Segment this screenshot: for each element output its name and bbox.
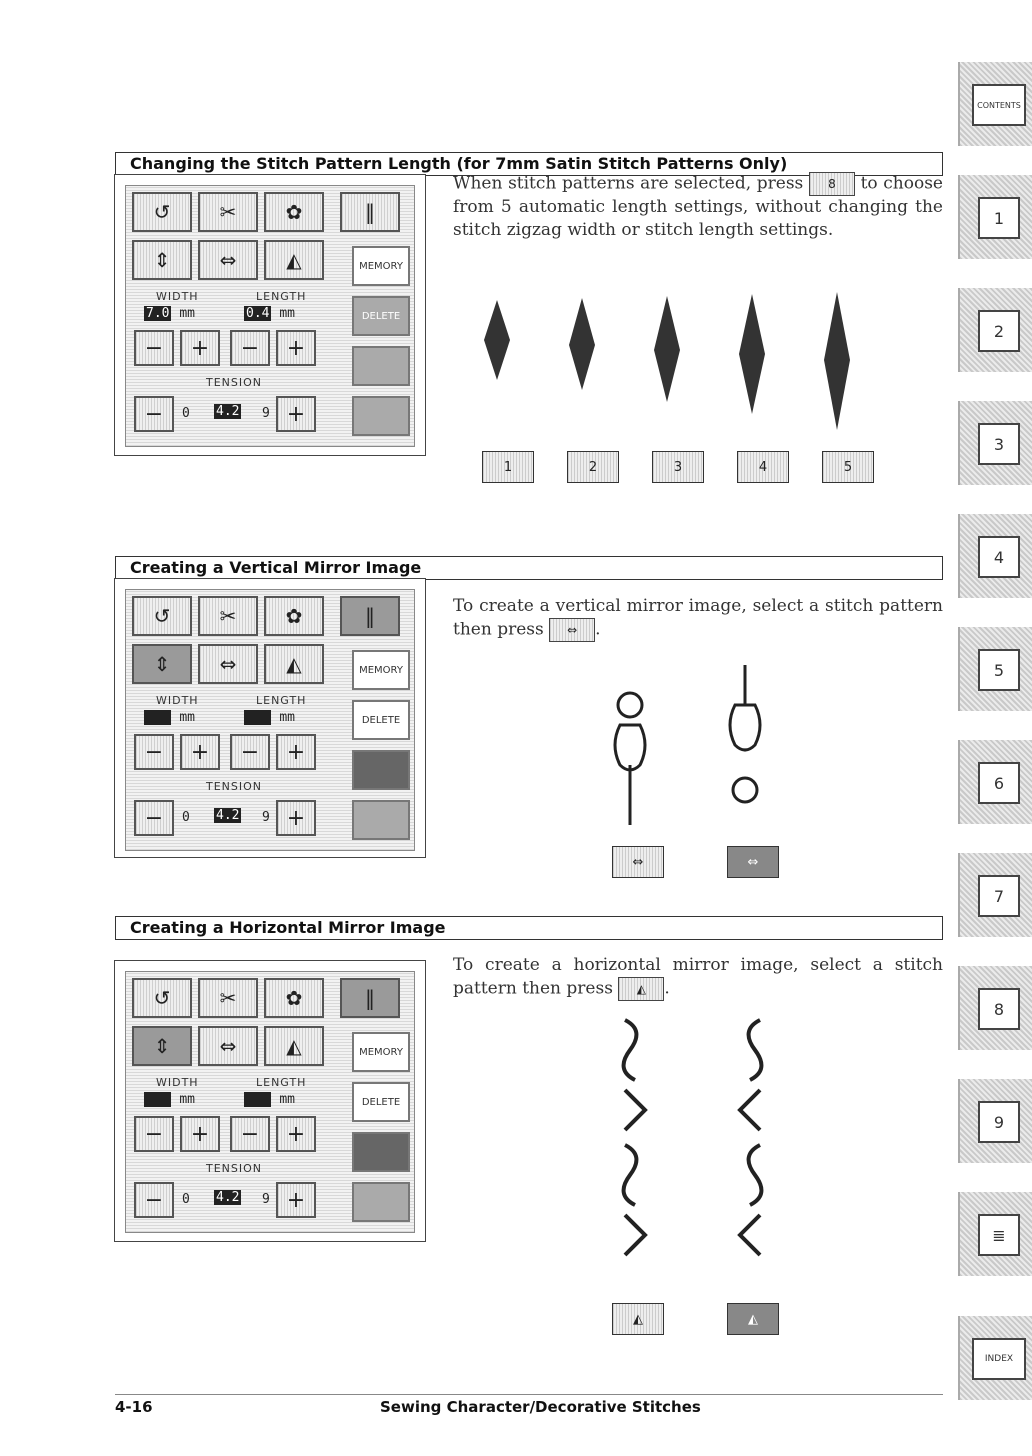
width-label: WIDTH — [156, 290, 199, 303]
width-label: WIDTH — [156, 694, 199, 707]
width-minus-button[interactable]: − — [134, 734, 174, 770]
index-icon: INDEX — [972, 1338, 1026, 1380]
vertical-mirror-key-off: ⇔ — [612, 846, 664, 878]
section1-body: When stitch patterns are selected, press 8 to choose from 5 automatic length settings, without changing the stitch zigzag width or stitch length settings. — [453, 173, 943, 240]
tension-plus-button[interactable]: + — [276, 396, 316, 432]
tab-5[interactable] — [958, 627, 1032, 711]
machine-maintenance-icon: 8 — [978, 988, 1020, 1030]
section-title-horizontal-mirror: Creating a Horizontal Mirror Image — [115, 916, 943, 940]
section2-body: To create a vertical mirror image, select a stitch pattern then press ⇔ . — [453, 595, 943, 642]
tension-minus-button[interactable]: − — [134, 1182, 174, 1218]
satin-stitch-1 — [484, 300, 510, 380]
control-panel-2 — [114, 578, 426, 858]
tension-label: TENSION — [206, 780, 263, 793]
width-minus-button[interactable]: − — [134, 1116, 174, 1152]
reverse-stitch-button[interactable]: ↺ — [132, 192, 192, 232]
tab-contents[interactable] — [958, 62, 1032, 146]
horizontal-mirror-key-off: ◭ — [612, 1303, 664, 1335]
length-key-inline: 8 — [809, 172, 855, 196]
length-minus-button[interactable]: − — [230, 330, 270, 366]
memory-button[interactable]: MEMORY — [352, 1032, 410, 1072]
delete-button[interactable]: DELETE — [352, 1082, 410, 1122]
pattern-button[interactable]: ✿ — [264, 978, 324, 1018]
reverse-stitch-button[interactable]: ↺ — [132, 596, 192, 636]
section-title-length: Changing the Stitch Pattern Length (for 7mm Satin Stitch Patterns Only) — [115, 152, 943, 176]
vertical-mirror-button[interactable]: ⇔ — [198, 1026, 258, 1066]
scroll-pattern-mirrored — [740, 1020, 761, 1255]
length-minus-button[interactable]: − — [230, 734, 270, 770]
tension-minus-button[interactable]: − — [134, 800, 174, 836]
tab-index[interactable] — [958, 1316, 1032, 1400]
needle-button[interactable]: ‖ — [340, 192, 400, 232]
width-value: mm — [144, 710, 195, 725]
flower-pattern-mirrored — [730, 665, 760, 802]
tab-7[interactable] — [958, 853, 1032, 937]
control-panel-3 — [114, 960, 426, 1242]
pattern-button[interactable]: ✿ — [264, 192, 324, 232]
satin-stitch-2 — [569, 298, 595, 390]
length-value: mm — [244, 1092, 295, 1107]
footer-rule — [115, 1394, 943, 1395]
length-label: LENGTH — [256, 694, 307, 707]
horizontal-mirror-button[interactable]: ◭ — [264, 644, 324, 684]
satin-stitch-5 — [824, 292, 850, 430]
lcd-screen — [125, 589, 415, 851]
tension-label: TENSION — [206, 1162, 263, 1175]
length-minus-button[interactable]: − — [230, 1116, 270, 1152]
section-title-vertical-mirror: Creating a Vertical Mirror Image — [115, 556, 943, 580]
chapter-title: Sewing Character/Decorative Stitches — [380, 1398, 701, 1416]
tension-max: 9 — [262, 810, 270, 825]
tension-max: 9 — [262, 1192, 270, 1207]
length-value: 0.4 mm — [246, 306, 295, 321]
tab-8[interactable] — [958, 966, 1032, 1050]
shirt-icon: 3 — [978, 423, 1020, 465]
tension-plus-button[interactable]: + — [276, 1182, 316, 1218]
tension-minus-button[interactable]: − — [134, 396, 174, 432]
delete-button[interactable]: DELETE — [352, 296, 410, 336]
tab-9[interactable] — [958, 1079, 1032, 1163]
width-plus-button[interactable]: + — [180, 1116, 220, 1152]
sewing-machine-icon: 1 — [978, 197, 1020, 239]
shirt-edit-icon: 7 — [978, 875, 1020, 917]
vertical-mirror-key-on: ⇔ — [727, 846, 779, 878]
length-key-3: 3 — [652, 451, 704, 483]
satin-stitch-4 — [739, 294, 765, 414]
side-button[interactable] — [352, 346, 410, 386]
troubleshooting-icon: 9 — [978, 1101, 1020, 1143]
delete-button[interactable]: DELETE — [352, 700, 410, 740]
thread-cutter-button[interactable]: ✂ — [198, 978, 258, 1018]
tab-4[interactable] — [958, 514, 1032, 598]
length-key-1: 1 — [482, 451, 534, 483]
width-plus-button[interactable]: + — [180, 734, 220, 770]
width-value: mm — [144, 1092, 195, 1107]
elongation-button[interactable]: ⇕ — [132, 644, 192, 684]
elongation-button[interactable]: ⇕ — [132, 1026, 192, 1066]
width-label: WIDTH — [156, 1076, 199, 1089]
tab-1[interactable] — [958, 175, 1032, 259]
side-button[interactable] — [352, 1132, 410, 1172]
satin-stitch-diagrams — [470, 290, 890, 440]
horizontal-mirror-button[interactable]: ◭ — [264, 240, 324, 280]
length-key-2: 2 — [567, 451, 619, 483]
width-plus-button[interactable]: + — [180, 330, 220, 366]
tension-min: 0 — [182, 1192, 190, 1207]
pattern-button[interactable]: ✿ — [264, 596, 324, 636]
horizontal-mirror-button[interactable]: ◭ — [264, 1026, 324, 1066]
vertical-mirror-diagram — [590, 665, 790, 830]
page-number: 4-16 — [115, 1398, 153, 1416]
length-label: LENGTH — [256, 290, 307, 303]
embroidered-shirt-icon: 6 — [978, 762, 1020, 804]
length-plus-button[interactable]: + — [276, 734, 316, 770]
memory-button[interactable]: MEMORY — [352, 246, 410, 286]
lcd-screen — [125, 185, 415, 447]
satin-stitch-3 — [654, 296, 680, 402]
thread-cutter-button[interactable]: ✂ — [198, 596, 258, 636]
tension-label: TENSION — [206, 376, 263, 389]
needle-button[interactable]: ‖ — [340, 978, 400, 1018]
length-plus-button[interactable]: + — [276, 1116, 316, 1152]
scroll-pattern-original — [624, 1020, 645, 1255]
vertical-mirror-key-inline: ⇔ — [549, 618, 595, 642]
side-button-2[interactable] — [352, 800, 410, 840]
horizontal-mirror-diagram — [600, 1010, 800, 1280]
tension-value: 4.2 — [216, 404, 240, 419]
elongation-button[interactable]: ⇕ — [132, 240, 192, 280]
section3-body: To create a horizontal mirror image, select a stitch pattern then press ◭ . — [453, 954, 943, 1001]
tab-appendix[interactable] — [958, 1192, 1032, 1276]
side-button[interactable] — [352, 750, 410, 790]
width-minus-button[interactable]: − — [134, 330, 174, 366]
vertical-mirror-button[interactable]: ⇔ — [198, 644, 258, 684]
side-button-2[interactable] — [352, 396, 410, 436]
tab-6[interactable] — [958, 740, 1032, 824]
memory-button[interactable]: MEMORY — [352, 650, 410, 690]
lcd-screen — [125, 971, 415, 1233]
length-plus-button[interactable]: + — [276, 330, 316, 366]
tab-2[interactable] — [958, 288, 1032, 372]
length-label: LENGTH — [256, 1076, 307, 1089]
horizontal-mirror-key-on: ◭ — [727, 1303, 779, 1335]
length-value: mm — [244, 710, 295, 725]
tension-value: 4.2 — [216, 808, 240, 823]
horizontal-mirror-key-inline: ◭ — [618, 977, 664, 1001]
tension-max: 9 — [262, 406, 270, 421]
length-key-5: 5 — [822, 451, 874, 483]
side-button-2[interactable] — [352, 1182, 410, 1222]
tension-min: 0 — [182, 810, 190, 825]
documents-icon: ≣ — [978, 1214, 1020, 1256]
thread-scissors-icon: 2 — [978, 310, 1020, 352]
reverse-stitch-button[interactable]: ↺ — [132, 978, 192, 1018]
tension-min: 0 — [182, 406, 190, 421]
embroidery-frame-icon: 5 — [978, 649, 1020, 691]
control-panel-1 — [114, 174, 426, 456]
width-value: 7.0 mm — [146, 306, 195, 321]
tension-value: 4.2 — [216, 1190, 240, 1205]
tab-3[interactable] — [958, 401, 1032, 485]
contents-icon: CONTENTS — [972, 84, 1026, 126]
thread-cutter-button[interactable]: ✂ — [198, 192, 258, 232]
vertical-mirror-button[interactable]: ⇔ — [198, 240, 258, 280]
length-key-4: 4 — [737, 451, 789, 483]
tension-plus-button[interactable]: + — [276, 800, 316, 836]
needle-button[interactable]: ‖ — [340, 596, 400, 636]
decorated-shirt-icon: 4 — [978, 536, 1020, 578]
flower-pattern-original — [615, 693, 645, 825]
